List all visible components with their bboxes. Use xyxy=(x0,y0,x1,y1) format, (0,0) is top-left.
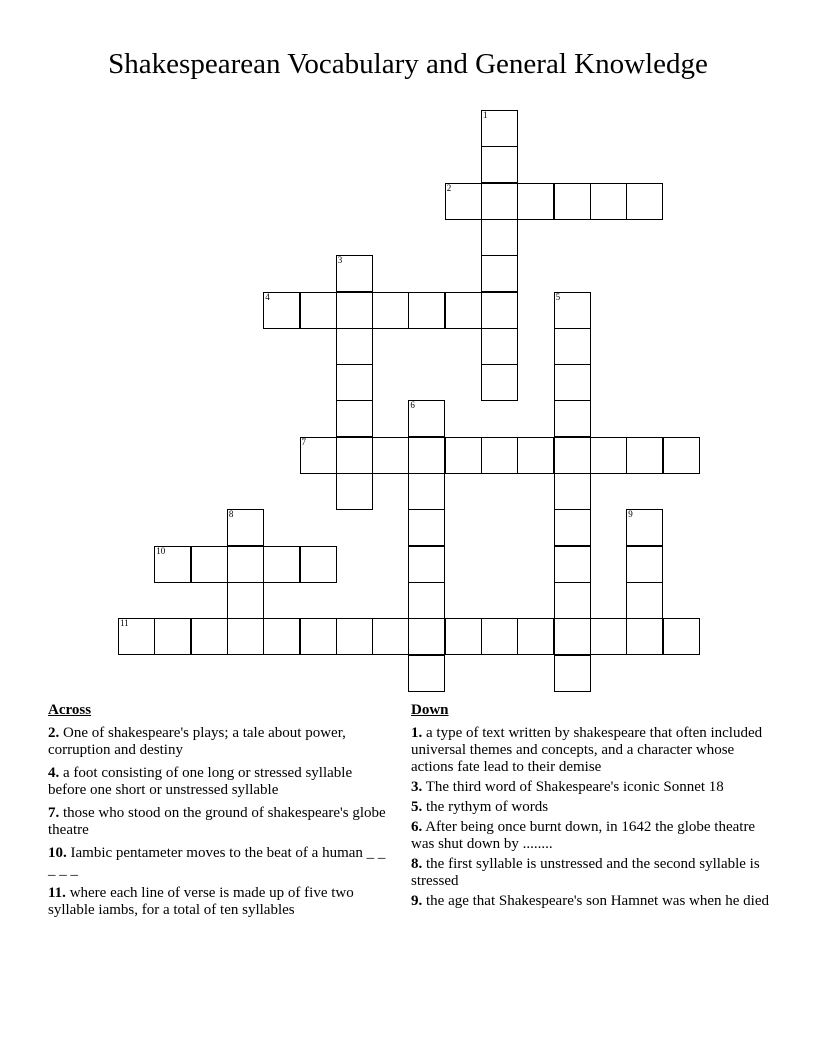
grid-cell[interactable] xyxy=(590,618,627,655)
clue-number: 8 xyxy=(228,509,234,520)
grid-cell[interactable] xyxy=(154,546,191,583)
grid-cell[interactable] xyxy=(554,546,591,583)
grid-cell[interactable] xyxy=(408,400,445,437)
down-clue xyxy=(411,819,771,853)
clue-number: 10 xyxy=(156,545,166,556)
down-clue xyxy=(411,856,771,890)
grid-cell[interactable] xyxy=(481,437,518,474)
grid-cell[interactable] xyxy=(626,437,663,474)
grid-cell[interactable] xyxy=(554,292,591,329)
grid-cell[interactable] xyxy=(554,183,591,220)
grid-cell[interactable] xyxy=(626,509,663,546)
grid-cell[interactable] xyxy=(554,509,591,546)
clue-text: a foot consisting of one long or stressed syllable before one short or unstressed syllable xyxy=(48,765,353,798)
clue-text: After being once burnt down, in 1642 the globe theatre was shut down by ........ xyxy=(411,819,756,852)
grid-cell[interactable] xyxy=(372,437,409,474)
clue-number: 6 xyxy=(410,400,415,411)
grid-cell[interactable] xyxy=(408,292,445,329)
clue-label-number: 7. xyxy=(48,805,60,821)
grid-cell[interactable] xyxy=(336,255,373,292)
grid-cell[interactable] xyxy=(554,618,591,655)
grid-cell[interactable] xyxy=(336,618,373,655)
down-clue xyxy=(411,725,771,776)
grid-cell[interactable] xyxy=(191,618,228,655)
grid-cell[interactable] xyxy=(336,328,373,365)
clue-number: 4 xyxy=(265,291,270,302)
grid-cell[interactable] xyxy=(590,437,627,474)
grid-cell[interactable] xyxy=(445,292,482,329)
clue-label-number: 1. xyxy=(411,725,423,741)
across-clue xyxy=(48,805,388,839)
grid-cell[interactable] xyxy=(663,437,700,474)
grid-cell[interactable] xyxy=(626,183,663,220)
grid-cell[interactable] xyxy=(481,328,518,365)
clue-label-number: 4. xyxy=(48,765,60,781)
grid-cell[interactable] xyxy=(626,546,663,583)
grid-cell[interactable] xyxy=(517,437,554,474)
grid-cell[interactable] xyxy=(227,546,264,583)
down-clue-list xyxy=(411,725,771,910)
grid-cell[interactable] xyxy=(118,618,155,655)
puzzle-title: Shakespearean Vocabulary and General Knowledge xyxy=(108,48,708,80)
grid-cell[interactable] xyxy=(227,582,264,619)
across-clue xyxy=(48,885,388,919)
grid-cell[interactable] xyxy=(626,618,663,655)
grid-cell[interactable] xyxy=(263,618,300,655)
grid-cell[interactable] xyxy=(590,183,627,220)
grid-cell[interactable] xyxy=(445,618,482,655)
clue-number: 1 xyxy=(483,110,488,120)
clue-number: 7 xyxy=(301,436,306,447)
grid-cell[interactable] xyxy=(481,110,518,147)
grid-cell[interactable] xyxy=(408,509,445,546)
clue-label-number: 11. xyxy=(48,885,66,901)
clue-text: where each line of verse is made up of five two syllable iambs, for a total of ten syllables xyxy=(48,885,354,918)
grid-cell[interactable] xyxy=(300,437,337,474)
clue-label-number: 2. xyxy=(48,725,60,741)
grid-cell[interactable] xyxy=(481,618,518,655)
grid-cell[interactable] xyxy=(554,655,591,692)
clue-label-number: 9. xyxy=(411,893,423,909)
grid-cell[interactable] xyxy=(481,364,518,401)
across-clue xyxy=(48,725,388,759)
clue-number: 11 xyxy=(120,618,129,629)
grid-cell[interactable] xyxy=(481,146,518,183)
across-clue-list xyxy=(48,725,388,919)
clue-label-number: 5. xyxy=(411,799,423,815)
clue-label-number: 8. xyxy=(411,856,423,872)
across-heading: Across xyxy=(48,702,92,718)
clue-label-number: 6. xyxy=(411,819,423,835)
grid-cell[interactable] xyxy=(481,255,518,292)
grid-cell[interactable] xyxy=(408,582,445,619)
down-clue xyxy=(411,799,771,816)
grid-cell[interactable] xyxy=(300,546,337,583)
grid-cell[interactable] xyxy=(517,183,554,220)
down-clue xyxy=(411,779,771,796)
grid-cell[interactable] xyxy=(300,618,337,655)
grid-cell[interactable] xyxy=(445,437,482,474)
grid-cell[interactable] xyxy=(227,618,264,655)
across-clue xyxy=(48,845,388,879)
clue-number: 2 xyxy=(446,182,452,193)
grid-cell[interactable] xyxy=(554,400,591,437)
grid-cell[interactable] xyxy=(481,219,518,256)
grid-cell[interactable] xyxy=(408,437,445,474)
grid-cell[interactable] xyxy=(191,546,228,583)
grid-cell[interactable] xyxy=(481,292,518,329)
down-clues xyxy=(411,702,771,913)
clue-text: the age that Shakespeare's son Hamnet was when he died xyxy=(426,893,770,909)
grid-cell[interactable] xyxy=(626,582,663,619)
clue-text: a type of text written by shakespeare that often included universal themes and concepts, and a character whose actions fate lead to their demise xyxy=(411,725,763,775)
clue-text: those who stood on the ground of shakespeare's globe theatre xyxy=(48,805,386,838)
grid-cell[interactable] xyxy=(408,618,445,655)
grid-cell[interactable] xyxy=(408,655,445,692)
grid-cell[interactable] xyxy=(554,364,591,401)
grid-cell[interactable] xyxy=(263,292,300,329)
grid-cell[interactable] xyxy=(408,546,445,583)
grid-cell[interactable] xyxy=(554,473,591,510)
grid-cell[interactable] xyxy=(263,546,300,583)
grid-cell[interactable] xyxy=(336,437,373,474)
grid-cell[interactable] xyxy=(336,400,373,437)
grid-cell[interactable] xyxy=(300,292,337,329)
down-clue xyxy=(411,893,771,910)
grid-cell[interactable] xyxy=(517,618,554,655)
clue-text: the rythym of words xyxy=(426,799,549,815)
grid-cell[interactable] xyxy=(372,618,409,655)
grid-cell[interactable] xyxy=(554,328,591,365)
clue-label-number: 3. xyxy=(411,779,423,795)
clue-text: the first syllable is unstressed and the second syllable is stressed xyxy=(411,856,760,889)
grid-cell[interactable] xyxy=(372,292,409,329)
clue-text: The third word of Shakespeare's iconic Sonnet 18 xyxy=(425,779,724,795)
across-clues xyxy=(48,702,388,925)
grid-cell[interactable] xyxy=(408,473,445,510)
grid-cell[interactable] xyxy=(554,437,591,474)
across-clue xyxy=(48,765,388,799)
clue-text: Iambic pentameter moves to the beat of a human _ _ _ _ _ xyxy=(48,845,386,878)
grid-cell[interactable] xyxy=(227,509,264,546)
clue-label-number: 10. xyxy=(48,845,67,861)
down-heading: Down xyxy=(411,702,449,718)
grid-cell[interactable] xyxy=(481,183,518,220)
clue-number: 5 xyxy=(555,291,561,302)
grid-cell[interactable] xyxy=(445,183,482,220)
grid-cell[interactable] xyxy=(154,618,191,655)
clue-number: 9 xyxy=(628,509,633,520)
grid-cell[interactable] xyxy=(663,618,700,655)
grid-cell[interactable] xyxy=(336,473,373,510)
grid-cell[interactable] xyxy=(554,582,591,619)
grid-cell[interactable] xyxy=(336,292,373,329)
clue-text: One of shakespeare's plays; a tale about power, corruption and destiny xyxy=(48,725,346,758)
clue-number: 3 xyxy=(337,255,343,266)
grid-cell[interactable] xyxy=(336,364,373,401)
